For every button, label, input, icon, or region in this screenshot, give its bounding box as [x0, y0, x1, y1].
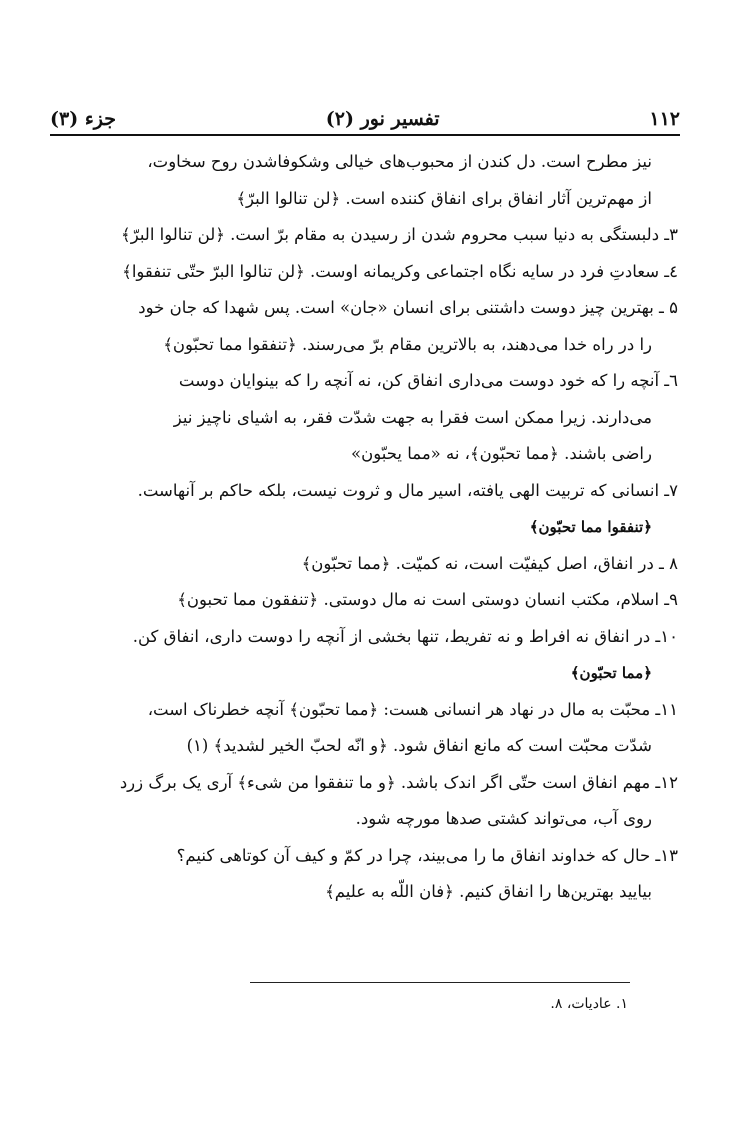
paragraph — [52, 217, 678, 254]
text-line: شدّت محبّت است که مانع انفاق شود. ﴿و انّه لحبّ الخیر لشدید﴾ (۱) — [186, 736, 652, 755]
paragraph — [52, 546, 678, 583]
text-line: ۸ ـ در انفاق، اصل کیفیّت است، نه کمیّت. ﴿مما تحبّون﴾ — [301, 553, 678, 573]
text-line: ۱۰ـ در انفاق نه افراط و نه تفریط، تنها بخشی از آنچه را دوست داری، انفاق کن. — [132, 626, 678, 646]
text-line: راضی باشند. ﴿مما تحبّون﴾، نه «مما یحبّون» — [351, 444, 652, 463]
text-line: می‌دارند. زیرا ممکن است فقرا به جهت شدّت فقر، به اشیای ناچیز نیز — [173, 407, 652, 427]
text-line: از مهم‌ترین آثار انفاق برای انفاق کننده است. ﴿لن تنالوا البرّ﴾ — [236, 188, 652, 208]
paragraph — [52, 144, 678, 217]
page-body — [52, 144, 678, 911]
footnote: ۱. عادیات، ۸. — [550, 996, 628, 1012]
page-number: ۱۱۲ — [649, 108, 680, 130]
book-title: تفسیر نور (۲) — [325, 108, 440, 130]
page-header — [50, 98, 680, 130]
paragraph — [52, 692, 678, 765]
paragraph — [52, 765, 678, 838]
paragraph — [52, 290, 678, 363]
text-line: روی آب، می‌تواند کشتی صدها مورچه شود. — [355, 809, 652, 828]
text-line: را در راه خدا می‌دهند، به بالاترین مقام برّ می‌رسند. ﴿تنفقوا مما تحبّون﴾ — [163, 334, 652, 354]
text-line: ۱۳ـ حال که خداوند انفاق ما را می‌بیند، چرا در کمّ و کیف آن کوتاهی کنیم؟ — [176, 845, 678, 865]
paragraph — [52, 473, 678, 546]
text-line: ۷ـ انسانی که تربیت الهی یافته، اسیر مال و ثروت نیست، بلکه حاکم بر آنهاست. — [137, 480, 678, 500]
text-line: ﴿تنفقوا مما تحبّون﴾ — [529, 518, 652, 536]
paragraph — [52, 254, 678, 291]
paragraph — [52, 363, 678, 473]
text-line: ﴿مما تحبّون﴾ — [570, 664, 652, 682]
paragraph — [52, 582, 678, 619]
footnote-divider — [250, 982, 630, 983]
text-line: ۵ ـ بهترین چیز دوست داشتنی برای انسان «جان» است. پس شهدا که جان خود — [138, 298, 678, 317]
header-rule — [50, 134, 680, 136]
text-line: ۱۱ـ محبّت به مال در نهاد هر انسانی هست: ﴿مما تحبّون﴾ آنچه خطرناک است، — [147, 699, 678, 719]
text-line: ۳ـ دلبستگی به دنیا سبب محروم شدن از رسیدن به مقام برّ است. ﴿لن تنالوا البرّ﴾ — [121, 225, 678, 244]
paragraph — [52, 838, 678, 911]
part-label: جزء (۳) — [50, 108, 117, 130]
text-line: ۱۲ـ مهم انفاق است حتّی اگر اندک باشد. ﴿و ما تنفقوا من شیء﴾ آری یک برگ زرد — [119, 772, 678, 792]
text-line: نیز مطرح است. دل کندن از محبوب‌های خیالی وشکوفاشدن روح سخاوت، — [147, 152, 652, 171]
text-line: ۹ـ اسلام، مکتب انسان دوستی است نه مال دوستی. ﴿تنفقون مما تحبون﴾ — [177, 590, 678, 609]
text-line: ٤ـ سعادتِ فرد در سایه نگاه اجتماعی وکریمانه اوست. ﴿لن تنالوا البرّ حتّی تنفقوا﴾ — [122, 261, 678, 281]
paragraph — [52, 619, 678, 692]
text-line: ٦ـ آنچه را که خود دوست می‌داری انفاق کن، نه آنچه را که بینوایان دوست — [178, 371, 678, 390]
text-line: بیایید بهترین‌ها را انفاق کنیم. ﴿فان اللّه به علیم﴾ — [325, 882, 652, 901]
